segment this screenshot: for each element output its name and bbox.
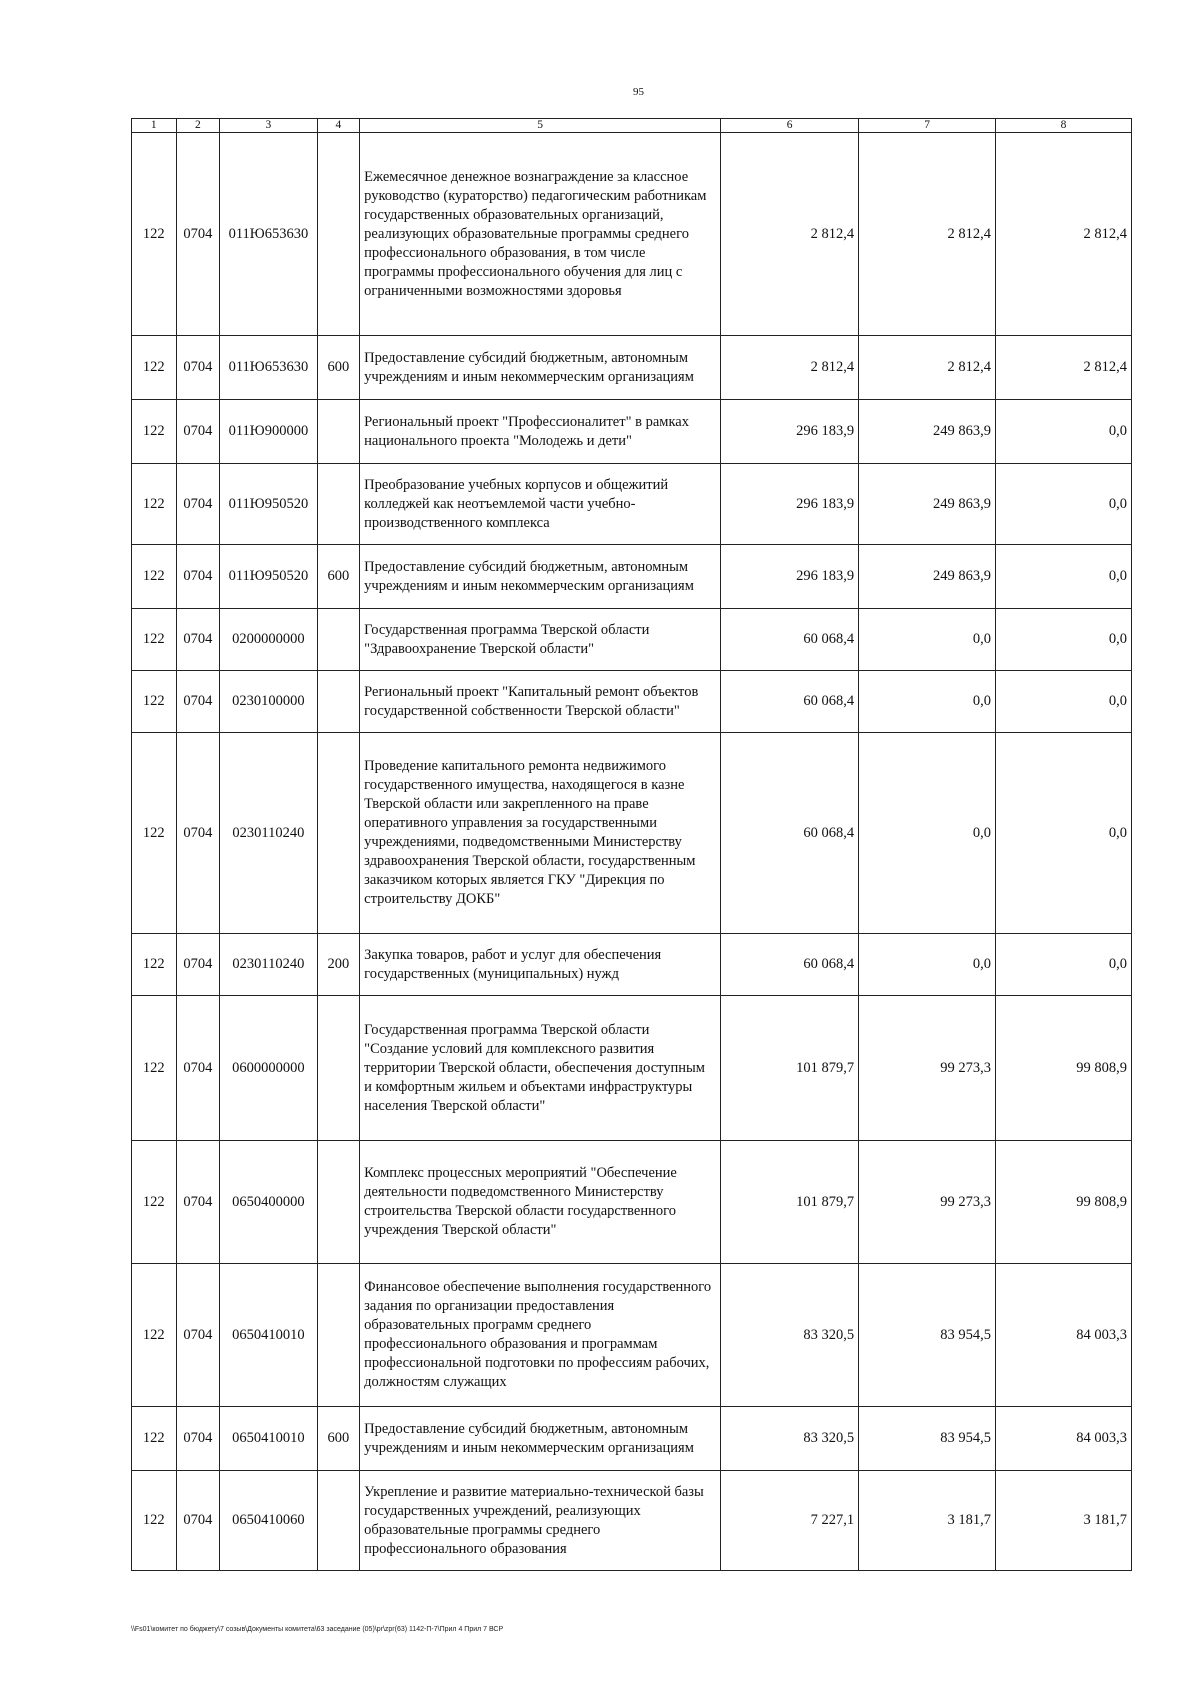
col-header-2: 2 xyxy=(176,119,220,133)
col-header-7: 7 xyxy=(859,119,996,133)
cell-target-code: 0230110240 xyxy=(220,934,318,996)
cell-description: Предоставление субсидий бюджетным, автономным учреждениям и иным некоммерческим организациям xyxy=(360,1407,721,1471)
cell-description: Региональный проект "Профессионалитет" в рамках национального проекта "Молодежь и дети" xyxy=(360,400,721,464)
cell-section-code: 0704 xyxy=(176,609,220,671)
table-row xyxy=(132,934,1132,996)
cell-amount-8: 84 003,3 xyxy=(996,1407,1132,1471)
cell-description: Закупка товаров, работ и услуг для обеспечения государственных (муниципальных) нужд xyxy=(360,934,721,996)
cell-admin-code: 122 xyxy=(132,996,177,1141)
cell-description: Финансовое обеспечение выполнения государственного задания по организации предоставления образовательных программ среднего профессионального образования и программам профессиональной подготовки по профессиям рабочих, должностям служащих xyxy=(360,1264,721,1407)
cell-description: Проведение капитального ремонта недвижимого государственного имущества, находящегося в казне Тверской области или закрепленного на праве оперативного управления за государственными учреждениями, подведомственными Министерству здравоохранения Тверской области, государственным заказчиком которых является ГКУ "Дирекция по строительству ДОКБ" xyxy=(360,733,721,934)
cell-description: Предоставление субсидий бюджетным, автономным учреждениям и иным некоммерческим организациям xyxy=(360,336,721,400)
footer-file-path: \\Fs01\комитет по бюджету\7 созыв\Документы комитета\63 заседание (05)\pr\zpr(63) 1142-П-7\Прил 4 Прил 7 ВСР xyxy=(131,1626,504,1633)
table-row xyxy=(132,609,1132,671)
cell-amount-6: 60 068,4 xyxy=(721,609,859,671)
cell-expense-type xyxy=(317,464,360,545)
cell-expense-type xyxy=(317,609,360,671)
cell-expense-type: 600 xyxy=(317,1407,360,1471)
cell-section-code: 0704 xyxy=(176,1471,220,1571)
cell-admin-code: 122 xyxy=(132,1407,177,1471)
cell-amount-7: 3 181,7 xyxy=(859,1471,996,1571)
cell-target-code: 0650410010 xyxy=(220,1407,318,1471)
cell-amount-7: 249 863,9 xyxy=(859,464,996,545)
cell-expense-type xyxy=(317,671,360,733)
col-header-1: 1 xyxy=(132,119,177,133)
cell-admin-code: 122 xyxy=(132,733,177,934)
cell-expense-type: 200 xyxy=(317,934,360,996)
table-row xyxy=(132,733,1132,934)
cell-target-code: 0600000000 xyxy=(220,996,318,1141)
cell-admin-code: 122 xyxy=(132,671,177,733)
cell-target-code: 0650410010 xyxy=(220,1264,318,1407)
cell-section-code: 0704 xyxy=(176,1141,220,1264)
cell-admin-code: 122 xyxy=(132,609,177,671)
col-header-6: 6 xyxy=(721,119,859,133)
cell-amount-8: 2 812,4 xyxy=(996,133,1132,336)
cell-amount-8: 0,0 xyxy=(996,464,1132,545)
cell-target-code: 011Ю653630 xyxy=(220,133,318,336)
cell-admin-code: 122 xyxy=(132,1471,177,1571)
cell-admin-code: 122 xyxy=(132,545,177,609)
cell-amount-8: 2 812,4 xyxy=(996,336,1132,400)
cell-amount-7: 99 273,3 xyxy=(859,1141,996,1264)
cell-amount-6: 2 812,4 xyxy=(721,133,859,336)
cell-amount-6: 60 068,4 xyxy=(721,733,859,934)
cell-section-code: 0704 xyxy=(176,671,220,733)
cell-amount-7: 249 863,9 xyxy=(859,545,996,609)
cell-target-code: 0650410060 xyxy=(220,1471,318,1571)
cell-amount-8: 0,0 xyxy=(996,609,1132,671)
table-row xyxy=(132,1407,1132,1471)
cell-amount-8: 0,0 xyxy=(996,671,1132,733)
cell-description: Преобразование учебных корпусов и общежитий колледжей как неотъемлемой части учебно-производственного комплекса xyxy=(360,464,721,545)
cell-section-code: 0704 xyxy=(176,133,220,336)
cell-amount-8: 99 808,9 xyxy=(996,996,1132,1141)
cell-admin-code: 122 xyxy=(132,1141,177,1264)
cell-target-code: 011Ю653630 xyxy=(220,336,318,400)
table-row xyxy=(132,1264,1132,1407)
cell-amount-7: 83 954,5 xyxy=(859,1407,996,1471)
cell-admin-code: 122 xyxy=(132,1264,177,1407)
table-row xyxy=(132,400,1132,464)
table-row xyxy=(132,464,1132,545)
table-row xyxy=(132,996,1132,1141)
col-header-3: 3 xyxy=(220,119,318,133)
cell-amount-8: 0,0 xyxy=(996,733,1132,934)
cell-amount-7: 0,0 xyxy=(859,609,996,671)
cell-section-code: 0704 xyxy=(176,733,220,934)
cell-section-code: 0704 xyxy=(176,934,220,996)
cell-description: Государственная программа Тверской области "Здравоохранение Тверской области" xyxy=(360,609,721,671)
cell-description: Ежемесячное денежное вознаграждение за классное руководство (кураторство) педагогическим работникам государственных образовательных организаций, реализующих образовательные программы среднего профессионального образования, в том числе программы профессионального обучения для лиц с ограниченными возможностями здоровья xyxy=(360,133,721,336)
cell-amount-6: 2 812,4 xyxy=(721,336,859,400)
cell-section-code: 0704 xyxy=(176,1264,220,1407)
cell-amount-6: 296 183,9 xyxy=(721,400,859,464)
cell-amount-7: 0,0 xyxy=(859,671,996,733)
cell-amount-6: 296 183,9 xyxy=(721,464,859,545)
cell-description: Государственная программа Тверской области "Создание условий для комплексного развития территории Тверской области, обеспечения доступным и комфортным жильем и объектами инфраструктуры населения Тверской области" xyxy=(360,996,721,1141)
cell-section-code: 0704 xyxy=(176,1407,220,1471)
cell-section-code: 0704 xyxy=(176,400,220,464)
table-row xyxy=(132,336,1132,400)
cell-amount-6: 83 320,5 xyxy=(721,1407,859,1471)
cell-amount-6: 101 879,7 xyxy=(721,996,859,1141)
cell-amount-7: 99 273,3 xyxy=(859,996,996,1141)
cell-amount-8: 0,0 xyxy=(996,545,1132,609)
header-row xyxy=(132,119,1132,133)
table-row xyxy=(132,133,1132,336)
cell-amount-6: 60 068,4 xyxy=(721,671,859,733)
cell-description: Комплекс процессных мероприятий "Обеспечение деятельности подведомственного Министерству строительства Тверской области государственного учреждения Тверской области" xyxy=(360,1141,721,1264)
cell-amount-6: 83 320,5 xyxy=(721,1264,859,1407)
cell-expense-type xyxy=(317,996,360,1141)
cell-target-code: 0650400000 xyxy=(220,1141,318,1264)
cell-amount-6: 296 183,9 xyxy=(721,545,859,609)
cell-expense-type xyxy=(317,400,360,464)
cell-admin-code: 122 xyxy=(132,464,177,545)
cell-amount-8: 3 181,7 xyxy=(996,1471,1132,1571)
cell-expense-type: 600 xyxy=(317,336,360,400)
cell-amount-8: 84 003,3 xyxy=(996,1264,1132,1407)
cell-target-code: 011Ю950520 xyxy=(220,545,318,609)
cell-target-code: 0230110240 xyxy=(220,733,318,934)
cell-admin-code: 122 xyxy=(132,133,177,336)
cell-expense-type xyxy=(317,733,360,934)
cell-amount-8: 0,0 xyxy=(996,934,1132,996)
col-header-8: 8 xyxy=(996,119,1132,133)
cell-amount-7: 83 954,5 xyxy=(859,1264,996,1407)
cell-amount-8: 99 808,9 xyxy=(996,1141,1132,1264)
cell-amount-8: 0,0 xyxy=(996,400,1132,464)
cell-description: Укрепление и развитие материально-технической базы государственных учреждений, реализующих образовательные программы среднего профессионального образования xyxy=(360,1471,721,1571)
cell-amount-6: 7 227,1 xyxy=(721,1471,859,1571)
cell-description: Региональный проект "Капитальный ремонт объектов государственной собственности Тверской области" xyxy=(360,671,721,733)
cell-amount-7: 249 863,9 xyxy=(859,400,996,464)
cell-section-code: 0704 xyxy=(176,336,220,400)
cell-admin-code: 122 xyxy=(132,336,177,400)
table-row xyxy=(132,545,1132,609)
cell-expense-type xyxy=(317,1264,360,1407)
cell-expense-type: 600 xyxy=(317,545,360,609)
cell-amount-6: 101 879,7 xyxy=(721,1141,859,1264)
cell-amount-7: 0,0 xyxy=(859,733,996,934)
col-header-4: 4 xyxy=(317,119,360,133)
cell-expense-type xyxy=(317,1141,360,1264)
table-row xyxy=(132,1141,1132,1264)
cell-amount-6: 60 068,4 xyxy=(721,934,859,996)
cell-target-code: 0230100000 xyxy=(220,671,318,733)
cell-amount-7: 2 812,4 xyxy=(859,133,996,336)
cell-expense-type xyxy=(317,133,360,336)
col-header-5: 5 xyxy=(360,119,721,133)
cell-target-code: 011Ю900000 xyxy=(220,400,318,464)
cell-section-code: 0704 xyxy=(176,464,220,545)
table-row xyxy=(132,671,1132,733)
cell-admin-code: 122 xyxy=(132,400,177,464)
cell-target-code: 011Ю950520 xyxy=(220,464,318,545)
cell-admin-code: 122 xyxy=(132,934,177,996)
cell-section-code: 0704 xyxy=(176,545,220,609)
cell-target-code: 0200000000 xyxy=(220,609,318,671)
table-row xyxy=(132,1471,1132,1571)
page-number: 95 xyxy=(633,86,644,98)
cell-amount-7: 2 812,4 xyxy=(859,336,996,400)
budget-table xyxy=(131,118,1132,1571)
cell-section-code: 0704 xyxy=(176,996,220,1141)
cell-description: Предоставление субсидий бюджетным, автономным учреждениям и иным некоммерческим организациям xyxy=(360,545,721,609)
cell-expense-type xyxy=(317,1471,360,1571)
cell-amount-7: 0,0 xyxy=(859,934,996,996)
